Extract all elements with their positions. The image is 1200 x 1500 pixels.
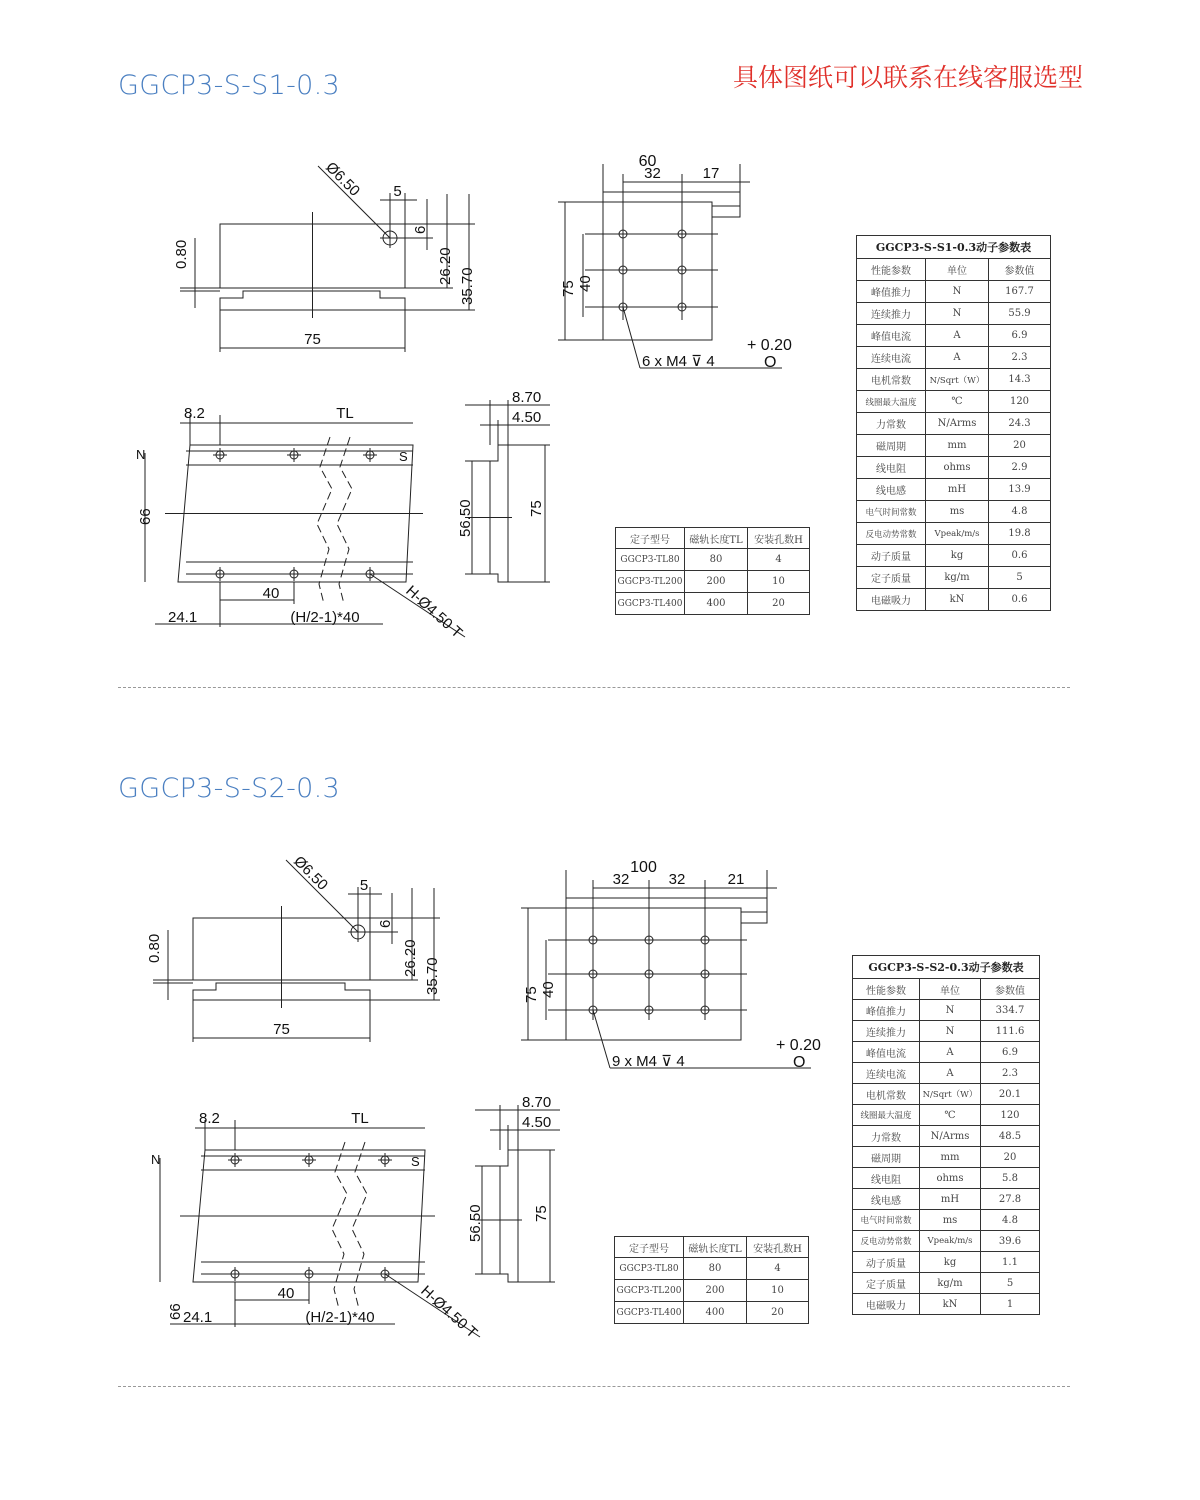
table-cell: ℃ bbox=[926, 391, 989, 413]
table-cell: 334.7 bbox=[981, 1000, 1040, 1021]
stator-view bbox=[151, 1110, 481, 1342]
dimension-label: 0.80 bbox=[173, 239, 190, 269]
table-header-row bbox=[616, 528, 810, 549]
dimension-label: 75 bbox=[560, 280, 577, 297]
dimension-label: 8.70 bbox=[512, 389, 542, 406]
table-cell: 2.3 bbox=[981, 1063, 1040, 1084]
table-row bbox=[857, 545, 1051, 567]
dimension-label: H-Ø4.50 T bbox=[417, 1282, 481, 1342]
table-cell: 10 bbox=[747, 1280, 809, 1302]
column-header: 安装孔数H bbox=[748, 528, 810, 549]
table-cell: 峰值电流 bbox=[857, 325, 926, 347]
dimension-label: (H/2-1)*40 bbox=[305, 1309, 375, 1326]
table-cell: 1 bbox=[981, 1294, 1040, 1315]
dimension-label: 26.20 bbox=[437, 247, 454, 285]
dimension-label: 100 bbox=[630, 859, 657, 876]
dimension-label: N bbox=[136, 447, 146, 462]
table-cell: 167.7 bbox=[989, 281, 1051, 303]
dimension-label: 8.2 bbox=[184, 405, 205, 422]
motor-top-view bbox=[521, 859, 821, 1071]
parameter-table bbox=[856, 235, 1051, 611]
dimension-label: 32 bbox=[668, 871, 686, 888]
table-cell: 反电动势常数 bbox=[853, 1231, 920, 1252]
stator-view bbox=[136, 405, 466, 642]
table-cell: N/Sqrt（W） bbox=[920, 1084, 981, 1105]
table-cell: 电气时间常数 bbox=[857, 501, 926, 523]
table-cell: 连续推力 bbox=[857, 303, 926, 325]
table-cell: 定子质量 bbox=[853, 1273, 920, 1294]
table-cell: 10 bbox=[748, 571, 810, 593]
table-header-row bbox=[857, 259, 1051, 281]
table-cell: GGCP3-TL80 bbox=[615, 1258, 684, 1280]
column-header: 单位 bbox=[920, 979, 981, 1000]
table-cell: 定子质量 bbox=[857, 567, 926, 589]
line bbox=[623, 307, 640, 368]
contact-note: 具体图纸可以联系在线客服选型 bbox=[733, 63, 1084, 92]
dimension-label: 4.50 bbox=[522, 1114, 552, 1131]
dimension-label: 75 bbox=[304, 331, 321, 348]
dimension-label: 40 bbox=[277, 1285, 295, 1302]
table-cell: 27.8 bbox=[981, 1189, 1040, 1210]
table-cell: kN bbox=[926, 589, 989, 611]
table-cell: mH bbox=[926, 479, 989, 501]
stator-profile bbox=[500, 1150, 518, 1282]
table-cell: 线电感 bbox=[857, 479, 926, 501]
table-cell: N bbox=[920, 1021, 981, 1042]
dimension-label: N bbox=[151, 1152, 161, 1167]
table-cell: GGCP3-TL400 bbox=[615, 1302, 684, 1324]
table-row bbox=[615, 1280, 809, 1302]
table-cell: 2.3 bbox=[989, 347, 1051, 369]
table-cell: 39.6 bbox=[981, 1231, 1040, 1252]
table-row bbox=[853, 1021, 1040, 1042]
dimension-label: 32 bbox=[644, 165, 661, 182]
table-header-row bbox=[615, 1237, 809, 1258]
table-header-row bbox=[853, 979, 1040, 1000]
table-cell: GGCP3-TL80 bbox=[616, 549, 685, 571]
table-cell: 13.9 bbox=[989, 479, 1051, 501]
dimension-label: S bbox=[411, 1154, 420, 1169]
table-cell: 线圈最大温度 bbox=[857, 391, 926, 413]
table-row bbox=[853, 1063, 1040, 1084]
table-cell: 5 bbox=[981, 1273, 1040, 1294]
table-cell: Vpeak/m/s bbox=[926, 523, 989, 545]
table-cell: ℃ bbox=[920, 1105, 981, 1126]
dimension-label: (H/2-1)*40 bbox=[290, 609, 360, 626]
table-cell: N bbox=[926, 303, 989, 325]
section-title: GGCP3-S-S2-0.3 bbox=[118, 773, 340, 804]
dimension-label: Ø6.50 bbox=[322, 158, 364, 200]
table-cell: 动子质量 bbox=[857, 545, 926, 567]
dimension-label: + 0.20 bbox=[747, 337, 792, 354]
table-row bbox=[857, 369, 1051, 391]
column-header: 定子型号 bbox=[616, 528, 685, 549]
table-cell: mm bbox=[926, 435, 989, 457]
column-header: 磁轨长度TL bbox=[685, 528, 748, 549]
table-title: GGCP3-S-S1-0.3动子参数表 bbox=[856, 235, 1051, 258]
table-cell: 线电感 bbox=[853, 1189, 920, 1210]
table-row bbox=[853, 1168, 1040, 1189]
table-row bbox=[853, 1147, 1040, 1168]
column-header: 性能参数 bbox=[857, 259, 926, 281]
table-row bbox=[857, 457, 1051, 479]
stator-table bbox=[614, 1236, 809, 1324]
table-row bbox=[853, 1000, 1040, 1021]
column-header: 参数值 bbox=[981, 979, 1040, 1000]
dimension-label: O bbox=[793, 1054, 806, 1071]
table-row bbox=[857, 501, 1051, 523]
table-cell: 电机常数 bbox=[853, 1084, 920, 1105]
table-cell: 峰值推力 bbox=[857, 281, 926, 303]
table-cell: 80 bbox=[684, 1258, 747, 1280]
table-cell: kg bbox=[926, 545, 989, 567]
dimension-label: 6 bbox=[377, 919, 394, 928]
dimension-label: 4.50 bbox=[512, 409, 542, 426]
table-cell: 0.6 bbox=[989, 589, 1051, 611]
table-cell: GGCP3-TL200 bbox=[616, 571, 685, 593]
section-title: GGCP3-S-S1-0.3 bbox=[118, 70, 340, 101]
table-cell: GGCP3-TL200 bbox=[615, 1280, 684, 1302]
dimension-label: 66 bbox=[137, 508, 154, 525]
dimension-label: 56.50 bbox=[467, 1204, 484, 1242]
dimension-label: 35.70 bbox=[459, 267, 476, 305]
table-row bbox=[857, 523, 1051, 545]
table-row bbox=[857, 281, 1051, 303]
table-row bbox=[857, 347, 1051, 369]
table-cell: ms bbox=[920, 1210, 981, 1231]
break-line bbox=[332, 1142, 367, 1309]
column-header: 磁轨长度TL bbox=[684, 1237, 747, 1258]
table-cell: 0.6 bbox=[989, 545, 1051, 567]
break-line bbox=[317, 437, 352, 604]
dimension-label: 75 bbox=[528, 500, 545, 517]
table-cell: 磁周期 bbox=[853, 1147, 920, 1168]
table-cell: 1.1 bbox=[981, 1252, 1040, 1273]
table-row bbox=[857, 435, 1051, 457]
dimension-label: 5 bbox=[393, 183, 402, 200]
cable-outlet bbox=[741, 912, 767, 923]
table-cell: 80 bbox=[685, 549, 748, 571]
table-cell: 20.1 bbox=[981, 1084, 1040, 1105]
table-row bbox=[853, 1294, 1040, 1315]
table-cell: 2.9 bbox=[989, 457, 1051, 479]
column-header: 性能参数 bbox=[853, 979, 920, 1000]
table-cell: 峰值电流 bbox=[853, 1042, 920, 1063]
table-cell: 400 bbox=[685, 593, 748, 615]
table-cell: A bbox=[920, 1063, 981, 1084]
table-cell: 120 bbox=[981, 1105, 1040, 1126]
dimension-label: H-Ø4.50 T bbox=[402, 582, 466, 642]
table-cell: N/Arms bbox=[920, 1126, 981, 1147]
table-cell: 4.8 bbox=[989, 501, 1051, 523]
dimension-label: 56.50 bbox=[457, 499, 474, 537]
dimension-label: 0.80 bbox=[146, 933, 163, 963]
table-row bbox=[857, 589, 1051, 611]
table-cell: 6.9 bbox=[989, 325, 1051, 347]
table-cell: kg/m bbox=[920, 1273, 981, 1294]
stator-table bbox=[615, 527, 810, 615]
table-row bbox=[857, 325, 1051, 347]
dimension-label: 24.1 bbox=[183, 1309, 213, 1326]
table-cell: 电机常数 bbox=[857, 369, 926, 391]
column-header: 安装孔数H bbox=[747, 1237, 809, 1258]
table-title: GGCP3-S-S2-0.3动子参数表 bbox=[852, 955, 1040, 978]
dimension-label: 40 bbox=[540, 981, 557, 998]
dimension-label: + 0.20 bbox=[776, 1037, 821, 1054]
dimension-label: 21 bbox=[727, 871, 745, 888]
dimension-label: 32 bbox=[612, 871, 630, 888]
table-cell: 24.3 bbox=[989, 413, 1051, 435]
table-cell: 400 bbox=[684, 1302, 747, 1324]
table-cell: 19.8 bbox=[989, 523, 1051, 545]
dimension-label: TL bbox=[336, 405, 354, 422]
table-cell: N bbox=[926, 281, 989, 303]
table-cell: kg bbox=[920, 1252, 981, 1273]
table-cell: GGCP3-TL400 bbox=[616, 593, 685, 615]
table-cell: 反电动势常数 bbox=[857, 523, 926, 545]
table-cell: 连续电流 bbox=[857, 347, 926, 369]
table-row bbox=[853, 1273, 1040, 1294]
table-row bbox=[857, 391, 1051, 413]
table-cell: 20 bbox=[748, 593, 810, 615]
dimension-label: TL bbox=[351, 1110, 369, 1127]
dimension-label: 40 bbox=[262, 585, 280, 602]
table-cell: 200 bbox=[684, 1280, 747, 1302]
dimension-label: 9 x M4 ⊽ 4 bbox=[612, 1053, 685, 1070]
table-cell: ms bbox=[926, 501, 989, 523]
table-cell: 线电阻 bbox=[853, 1168, 920, 1189]
table-cell: 20 bbox=[989, 435, 1051, 457]
dimension-label: 26.20 bbox=[402, 939, 419, 977]
table-row bbox=[853, 1126, 1040, 1147]
table-cell: 连续推力 bbox=[853, 1021, 920, 1042]
dimension-label: O bbox=[764, 354, 777, 371]
motor-side-view bbox=[173, 159, 476, 352]
table-row bbox=[853, 1210, 1040, 1231]
table-cell: A bbox=[920, 1042, 981, 1063]
dimension-label: Ø6.50 bbox=[290, 852, 332, 894]
dimension-label: 35.70 bbox=[424, 957, 441, 995]
dimension-label: 24.1 bbox=[168, 609, 198, 626]
table-row bbox=[853, 1252, 1040, 1273]
table-cell: 峰值推力 bbox=[853, 1000, 920, 1021]
table-cell: 55.9 bbox=[989, 303, 1051, 325]
table-row bbox=[616, 549, 810, 571]
column-header: 单位 bbox=[926, 259, 989, 281]
dimension-label: 75 bbox=[273, 1021, 290, 1038]
dimension-label: 8.70 bbox=[522, 1094, 552, 1111]
table-cell: 14.3 bbox=[989, 369, 1051, 391]
table-cell: N/Arms bbox=[926, 413, 989, 435]
stator-profile bbox=[490, 445, 508, 582]
dimension-label: 6 x M4 ⊽ 4 bbox=[642, 353, 715, 370]
table-cell: 48.5 bbox=[981, 1126, 1040, 1147]
table-cell: 120 bbox=[989, 391, 1051, 413]
table-cell: 线圈最大温度 bbox=[853, 1105, 920, 1126]
table-cell: 6.9 bbox=[981, 1042, 1040, 1063]
dimension-label: 75 bbox=[533, 1205, 550, 1222]
table-cell: 5.8 bbox=[981, 1168, 1040, 1189]
dimension-label: 66 bbox=[167, 1303, 184, 1320]
motor-side-view bbox=[146, 853, 441, 1042]
table-cell: mH bbox=[920, 1189, 981, 1210]
table-cell: 动子质量 bbox=[853, 1252, 920, 1273]
column-header: 定子型号 bbox=[615, 1237, 684, 1258]
dimension-label: 6 bbox=[412, 225, 429, 234]
table-row bbox=[853, 1042, 1040, 1063]
stator-end-view bbox=[467, 1094, 560, 1282]
table-cell: Vpeak/m/s bbox=[920, 1231, 981, 1252]
table-row bbox=[857, 479, 1051, 501]
table-row bbox=[857, 567, 1051, 589]
table-cell: 20 bbox=[981, 1147, 1040, 1168]
table-cell: 线电阻 bbox=[857, 457, 926, 479]
table-cell: kg/m bbox=[926, 567, 989, 589]
table-row bbox=[616, 571, 810, 593]
table-row bbox=[857, 303, 1051, 325]
table-cell: 4 bbox=[748, 549, 810, 571]
table-row bbox=[853, 1084, 1040, 1105]
table-cell: 电磁吸力 bbox=[857, 589, 926, 611]
parameter-table bbox=[852, 955, 1040, 1315]
table-cell: 磁周期 bbox=[857, 435, 926, 457]
table-cell: 5 bbox=[989, 567, 1051, 589]
stator-end-view bbox=[457, 389, 550, 582]
dimension-label: 75 bbox=[523, 986, 540, 1003]
table-cell: 电磁吸力 bbox=[853, 1294, 920, 1315]
table-cell: 电气时间常数 bbox=[853, 1210, 920, 1231]
table-cell: 连续电流 bbox=[853, 1063, 920, 1084]
table-cell: 力常数 bbox=[853, 1126, 920, 1147]
table-row bbox=[853, 1231, 1040, 1252]
table-cell: 4 bbox=[747, 1258, 809, 1280]
dimension-label: 8.2 bbox=[199, 1110, 220, 1127]
table-cell: ohms bbox=[926, 457, 989, 479]
cable-outlet bbox=[712, 206, 740, 217]
table-cell: 200 bbox=[685, 571, 748, 593]
table-row bbox=[853, 1105, 1040, 1126]
table-cell: N bbox=[920, 1000, 981, 1021]
table-row bbox=[857, 413, 1051, 435]
table-cell: 4.8 bbox=[981, 1210, 1040, 1231]
table-cell: kN bbox=[920, 1294, 981, 1315]
table-cell: 力常数 bbox=[857, 413, 926, 435]
column-header: 参数值 bbox=[989, 259, 1051, 281]
table-cell: A bbox=[926, 325, 989, 347]
dimension-label: 60 bbox=[638, 153, 657, 170]
dimension-label: 40 bbox=[577, 275, 594, 292]
dimension-label: 5 bbox=[359, 877, 369, 894]
line bbox=[593, 1010, 610, 1068]
dimension-label: S bbox=[399, 449, 408, 464]
motor-top-view bbox=[558, 153, 792, 371]
table-cell: 111.6 bbox=[981, 1021, 1040, 1042]
table-cell: ohms bbox=[920, 1168, 981, 1189]
table-row bbox=[615, 1302, 809, 1324]
dimension-label: 17 bbox=[702, 165, 720, 182]
table-row bbox=[616, 593, 810, 615]
table-row bbox=[615, 1258, 809, 1280]
table-cell: 20 bbox=[747, 1302, 809, 1324]
table-cell: N/Sqrt（W） bbox=[926, 369, 989, 391]
table-cell: mm bbox=[920, 1147, 981, 1168]
table-row bbox=[853, 1189, 1040, 1210]
table-cell: A bbox=[926, 347, 989, 369]
